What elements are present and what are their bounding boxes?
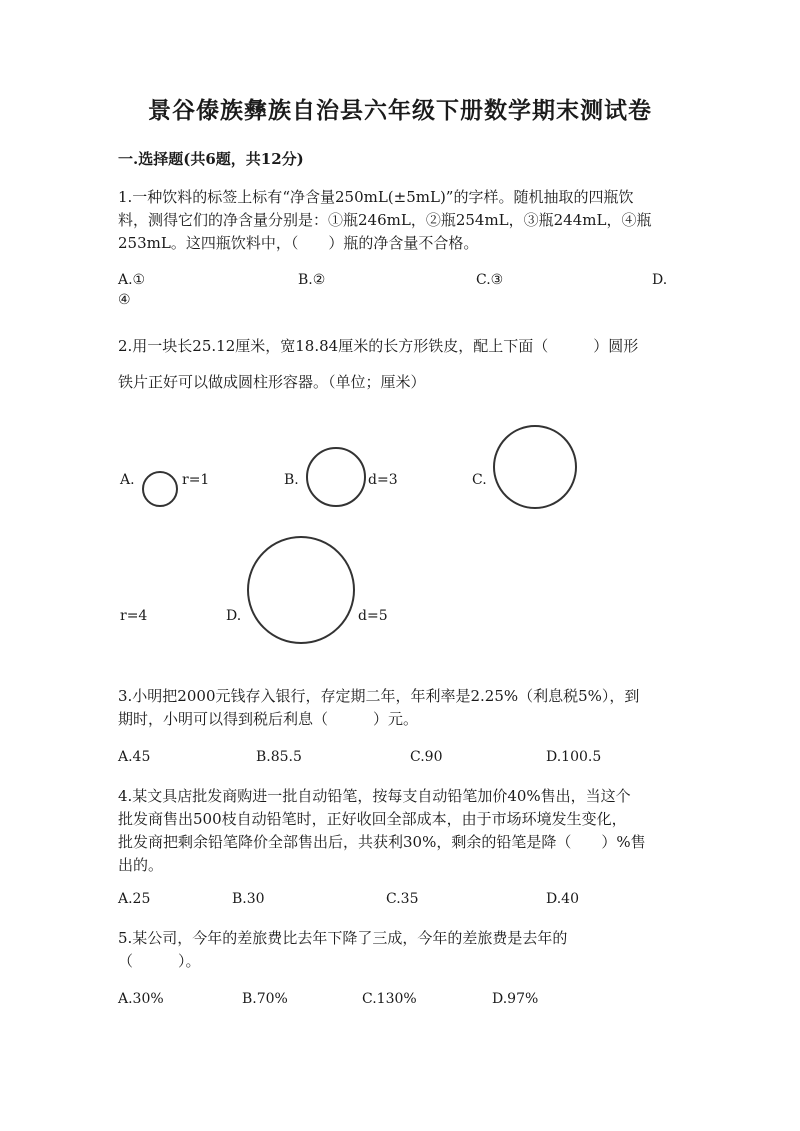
- option-d-content: ④: [118, 292, 131, 308]
- question-text-line: 批发商把剩余铅笔降价全部售出后，共获利30%，剩余的铅笔是降（ ）%售: [118, 833, 646, 851]
- circle-b-measure: d=3: [368, 472, 398, 488]
- option-c-label[interactable]: C.: [472, 472, 487, 488]
- question-text-line: 1.一种饮料的标签上标有“净含量250mL(±5mL)”的字样。随机抽取的四瓶饮: [118, 188, 634, 206]
- circle-b: [307, 448, 365, 506]
- question-text-line: 4.某文具店批发商购进一批自动铅笔，按每支自动铅笔加价40%售出，当这个: [118, 787, 631, 805]
- question-text-line: 3.小明把2000元钱存入银行，存定期二年，年利率是2.25%（利息税5%），到: [118, 687, 640, 705]
- question-text-line: 铁片正好可以做成圆柱形容器。（单位；厘米）: [118, 373, 426, 391]
- option-a-label[interactable]: A.: [120, 472, 135, 488]
- option-b[interactable]: B.②: [298, 272, 326, 288]
- question-text-line: 批发商售出500枝自动铅笔时，正好收回全部成本，由于市场环境发生变化，: [118, 810, 627, 828]
- option-c[interactable]: C.90: [410, 749, 443, 765]
- circle-c: [494, 426, 576, 508]
- option-b[interactable]: B.85.5: [256, 749, 302, 765]
- option-c[interactable]: C.③: [476, 272, 504, 288]
- option-a[interactable]: A.30%: [118, 991, 164, 1007]
- option-c[interactable]: C.35: [386, 891, 419, 907]
- option-b-label[interactable]: B.: [284, 472, 299, 488]
- question-text-line: 2.用一块长25.12厘米，宽18.84厘米的长方形铁皮，配上下面（ ）圆形: [118, 337, 639, 355]
- option-d[interactable]: D.97%: [492, 991, 539, 1007]
- option-d[interactable]: D.: [652, 272, 668, 288]
- option-a[interactable]: A.①: [118, 272, 146, 288]
- option-a[interactable]: A.25: [118, 891, 151, 907]
- circle-c-measure: r=4: [120, 608, 148, 624]
- circle-d-measure: d=5: [358, 608, 388, 624]
- option-b[interactable]: B.70%: [242, 991, 288, 1007]
- question-text-line: 出的。: [118, 856, 164, 874]
- option-b[interactable]: B.30: [232, 891, 265, 907]
- question-4: [118, 785, 684, 877]
- circle-a-measure: r=1: [182, 472, 210, 488]
- question-text-line: 253mL。这四瓶饮料中，（ ）瓶的净含量不合格。: [118, 234, 479, 252]
- option-d[interactable]: D.40: [546, 891, 579, 907]
- page-title: 景谷傣族彝族自治县六年级下册数学期末测试卷: [148, 97, 652, 124]
- circle-a: [143, 472, 177, 506]
- question-text-line: 料，测得它们的净含量分别是：①瓶246mL，②瓶254mL，③瓶244mL，④瓶: [118, 211, 652, 229]
- question-text-line: 期时，小明可以得到税后利息（ ）元。: [118, 710, 419, 728]
- question-3: [118, 685, 684, 731]
- option-c[interactable]: C.130%: [362, 991, 417, 1007]
- option-a[interactable]: A.45: [118, 749, 151, 765]
- question-text-line: （ ）。: [118, 952, 201, 970]
- circle-d: [248, 537, 354, 643]
- question-text-line: 5.某公司，今年的差旅费比去年下降了三成，今年的差旅费是去年的: [118, 929, 568, 947]
- section-heading: 一.选择题(共6题，共12分): [118, 150, 304, 168]
- option-d[interactable]: D.100.5: [546, 749, 602, 765]
- question-5: [118, 927, 684, 973]
- option-d-label[interactable]: D.: [226, 608, 242, 624]
